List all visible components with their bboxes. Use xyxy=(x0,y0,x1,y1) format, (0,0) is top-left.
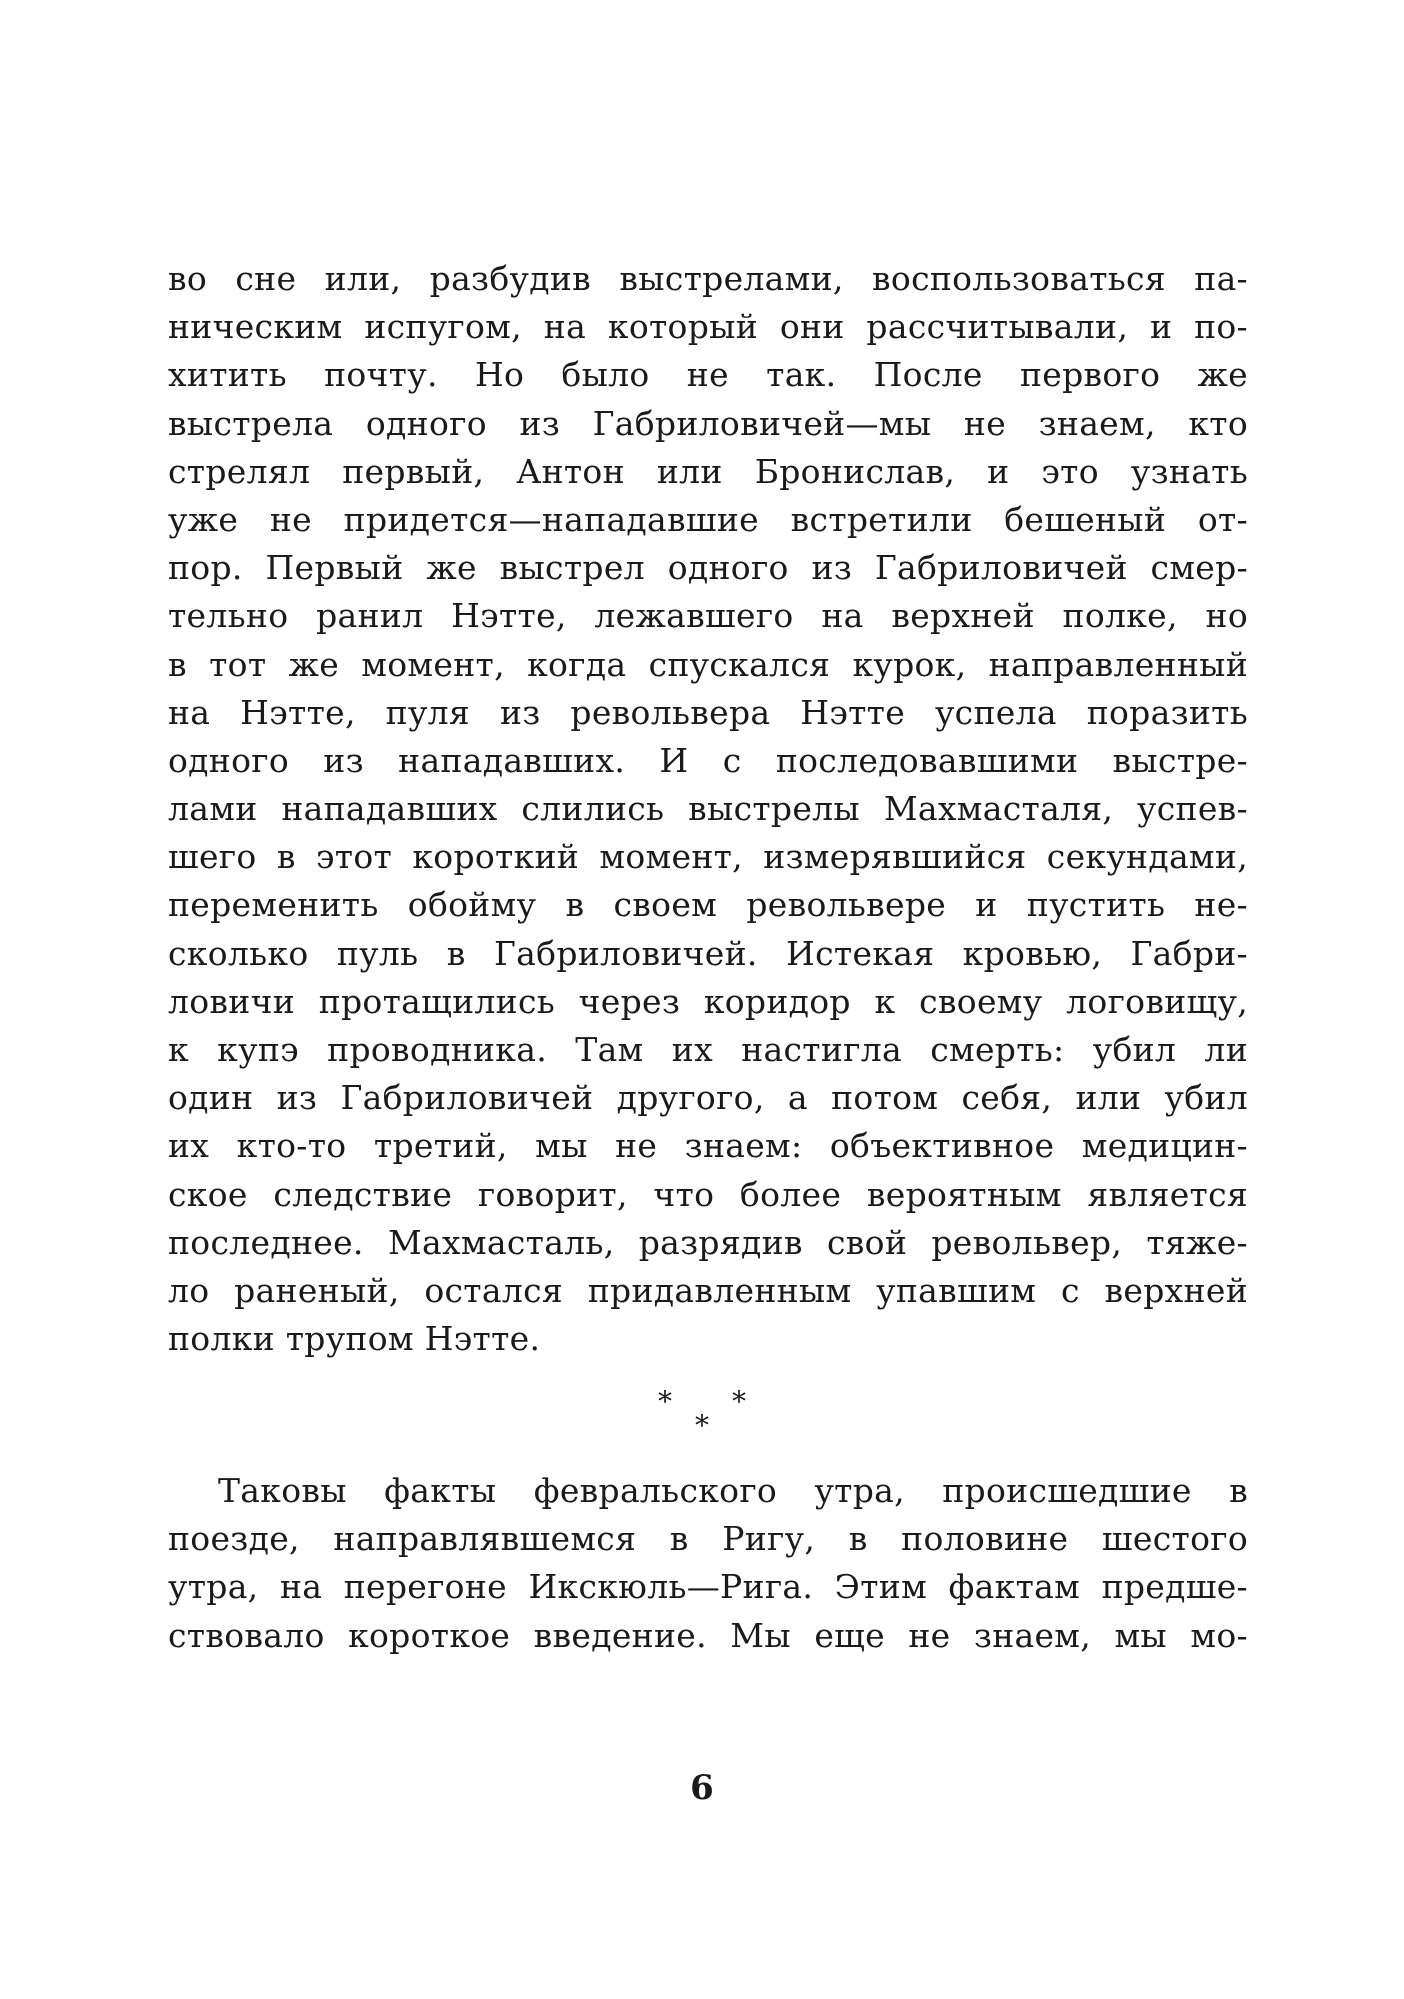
text-line: в тот же момент, когда спускался курок, направленный xyxy=(168,644,1248,684)
text-line: шего в этот короткий момент, измерявшийся секундами, xyxy=(168,837,1248,877)
text-line: ствовало короткое введение. Мы еще не знаем, мы мо- xyxy=(168,1615,1248,1655)
text-line: полки трупом Нэтте. xyxy=(168,1319,541,1359)
page-number: 6 xyxy=(690,1768,714,1808)
text-line: переменить обойму в своем револьвере и пустить не- xyxy=(168,885,1248,925)
section-break-asterism xyxy=(0,1380,1404,1440)
text-line: ское следствие говорит, что более вероятным является xyxy=(168,1174,1248,1214)
text-line: ло раненый, остался придавленным упавшим с верхней xyxy=(168,1270,1248,1310)
text-line: уже не придется—нападавшие встретили бешеный от- xyxy=(168,499,1248,539)
text-line: сколько пуль в Габриловичей. Истекая кровью, Габри- xyxy=(168,933,1248,973)
text-line: утра, на перегоне Икскюль—Рига. Этим фактам предше- xyxy=(168,1567,1248,1607)
text-line: во сне или, разбудив выстрелами, воспользоваться па- xyxy=(168,259,1248,298)
text-line: поезде, направлявшемся в Ригу, в половине шестого xyxy=(168,1519,1248,1559)
text-line: пор. Первый же выстрел одного из Габриловичей смер- xyxy=(168,548,1248,588)
text-line: их кто-то третий, мы не знаем: объективное медицин- xyxy=(168,1126,1248,1166)
paragraph-2 xyxy=(168,1467,1248,1660)
text-line: выстрела одного из Габриловичей—мы не знаем, кто xyxy=(168,403,1248,443)
asterisk-icon: * xyxy=(732,1385,746,1418)
text-line: к купэ проводника. Там их настигла смерть: убил ли xyxy=(168,1030,1248,1069)
text-line: стрелял первый, Антон или Бронислав, и это узнать xyxy=(168,451,1248,491)
asterisk-icon: * xyxy=(695,1409,709,1442)
text-line: хитить почту. Но было не так. После первого же xyxy=(168,355,1248,395)
asterisk-icon: * xyxy=(658,1385,672,1418)
text-line: Таковы факты февральского утра, происшедшие в xyxy=(218,1471,1248,1510)
text-line: один из Габриловичей другого, а потом себя, или убил xyxy=(168,1078,1248,1118)
text-line: тельно ранил Нэтте, лежавшего на верхней полке, но xyxy=(168,596,1248,636)
text-line: ловичи протащились через коридор к своему логовищу, xyxy=(168,981,1248,1021)
text-line: лами нападавших слились выстрелы Махмасталя, успев- xyxy=(168,789,1248,829)
text-line: ническим испугом, на который они рассчитывали, и по- xyxy=(168,307,1248,347)
text-line: последнее. Махмасталь, разрядив свой револьвер, тяже- xyxy=(168,1222,1248,1262)
paragraph-1 xyxy=(168,255,1248,1363)
text-line: на Нэтте, пуля из револьвера Нэтте успела поразить xyxy=(168,692,1248,732)
text-line: одного из нападавших. И с последовавшими выстре- xyxy=(168,740,1248,780)
